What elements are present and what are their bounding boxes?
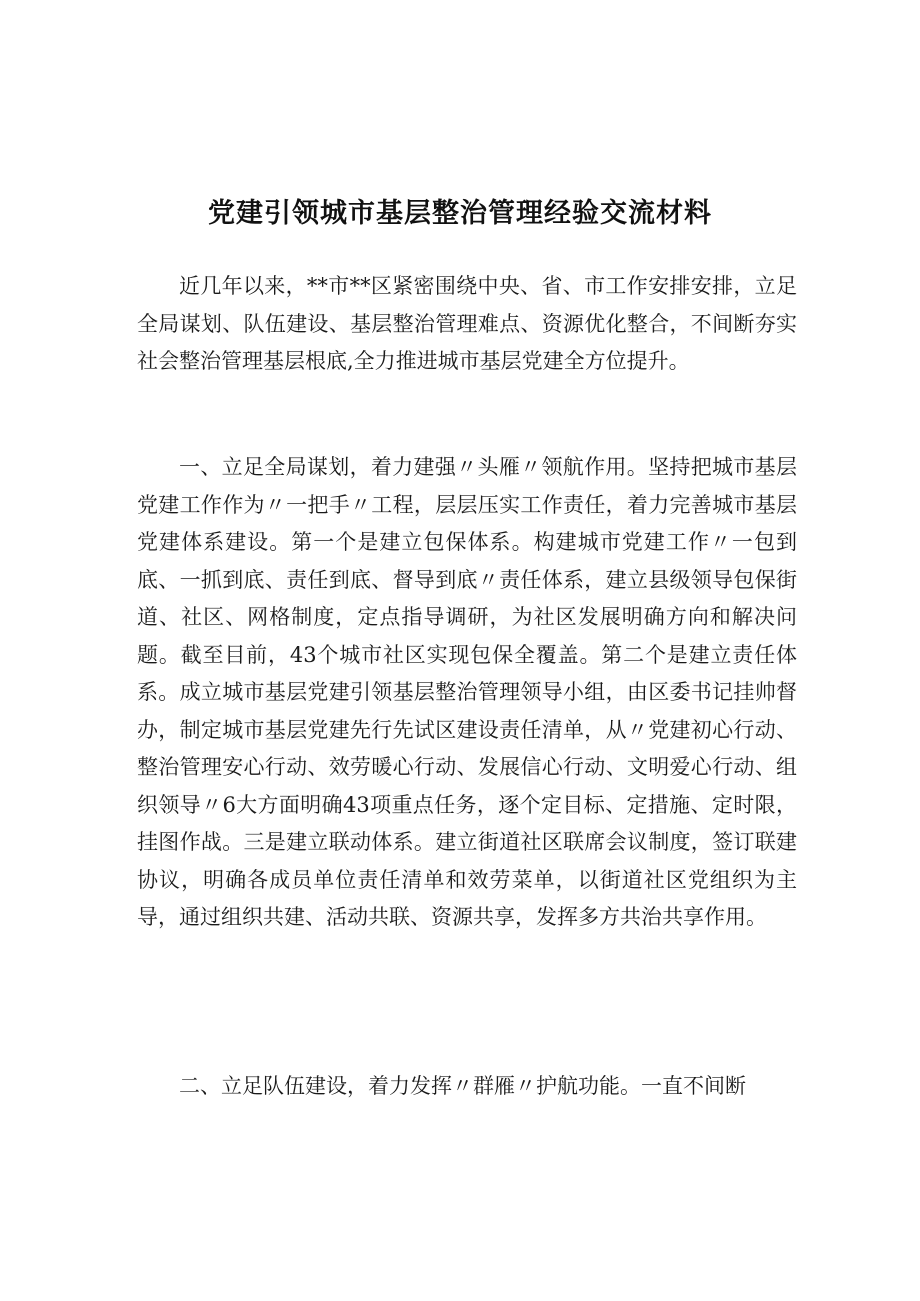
paragraph-section-one: 一、立足全局谋划，着力建强〃头雁〃领航作用。坚持把城市基层党建工作作为〃一把手〃工程，层层压实工作责任，着力完善城市基层党建体系建设。第一个是建立包保体系。构建城市党建工作〃一包到底、一抓到底、责任到底、督导到底〃责任体系，建立县级领导包保街道、社区、网格制度，定点指导调研，为社区发展明确方向和解决问题。截至目前，43个城市社区实现包保全覆盖。第二个是建立责任体系。成立城市基层党建引领基层整治管理领导小组，由区委书记挂帅督办，制定城市基层党建先行先试区建设责任清单，从〃党建初心行动、整治管理安心行动、效劳暖心行动、发展信心行动、文明爱心行动、组织领导〃6大方面明确43项重点任务，逐个定目标、定措施、定时限，挂图作战。三是建立联动体系。建立街道社区联席会议制度，签订联建协议，明确各成员单位责任清单和效劳菜单，以街道社区党组织为主导，通过组织共建、活动共联、资源共享，发挥多方共治共享作用。 — [137, 455, 797, 929]
paragraph-intro-block — [137, 268, 797, 381]
paragraph-intro: 近几年以来，**市**区紧密围绕中央、省、市工作安排安排，立足全局谋划、队伍建设、基层整治管理难点、资源优化整合，不间断夯实社会整治管理基层根底,全力推进城市基层党建全方位提升。 — [137, 274, 797, 373]
paragraph-section-two: 二、立足队伍建设，着力发挥〃群雁〃护航功能。一直不间断 — [179, 1074, 746, 1098]
paragraph-section-one-block — [137, 449, 797, 937]
paragraph-section-two-block — [137, 1068, 797, 1106]
document-title: 党建引领城市基层整治管理经验交流材料 — [208, 198, 712, 229]
